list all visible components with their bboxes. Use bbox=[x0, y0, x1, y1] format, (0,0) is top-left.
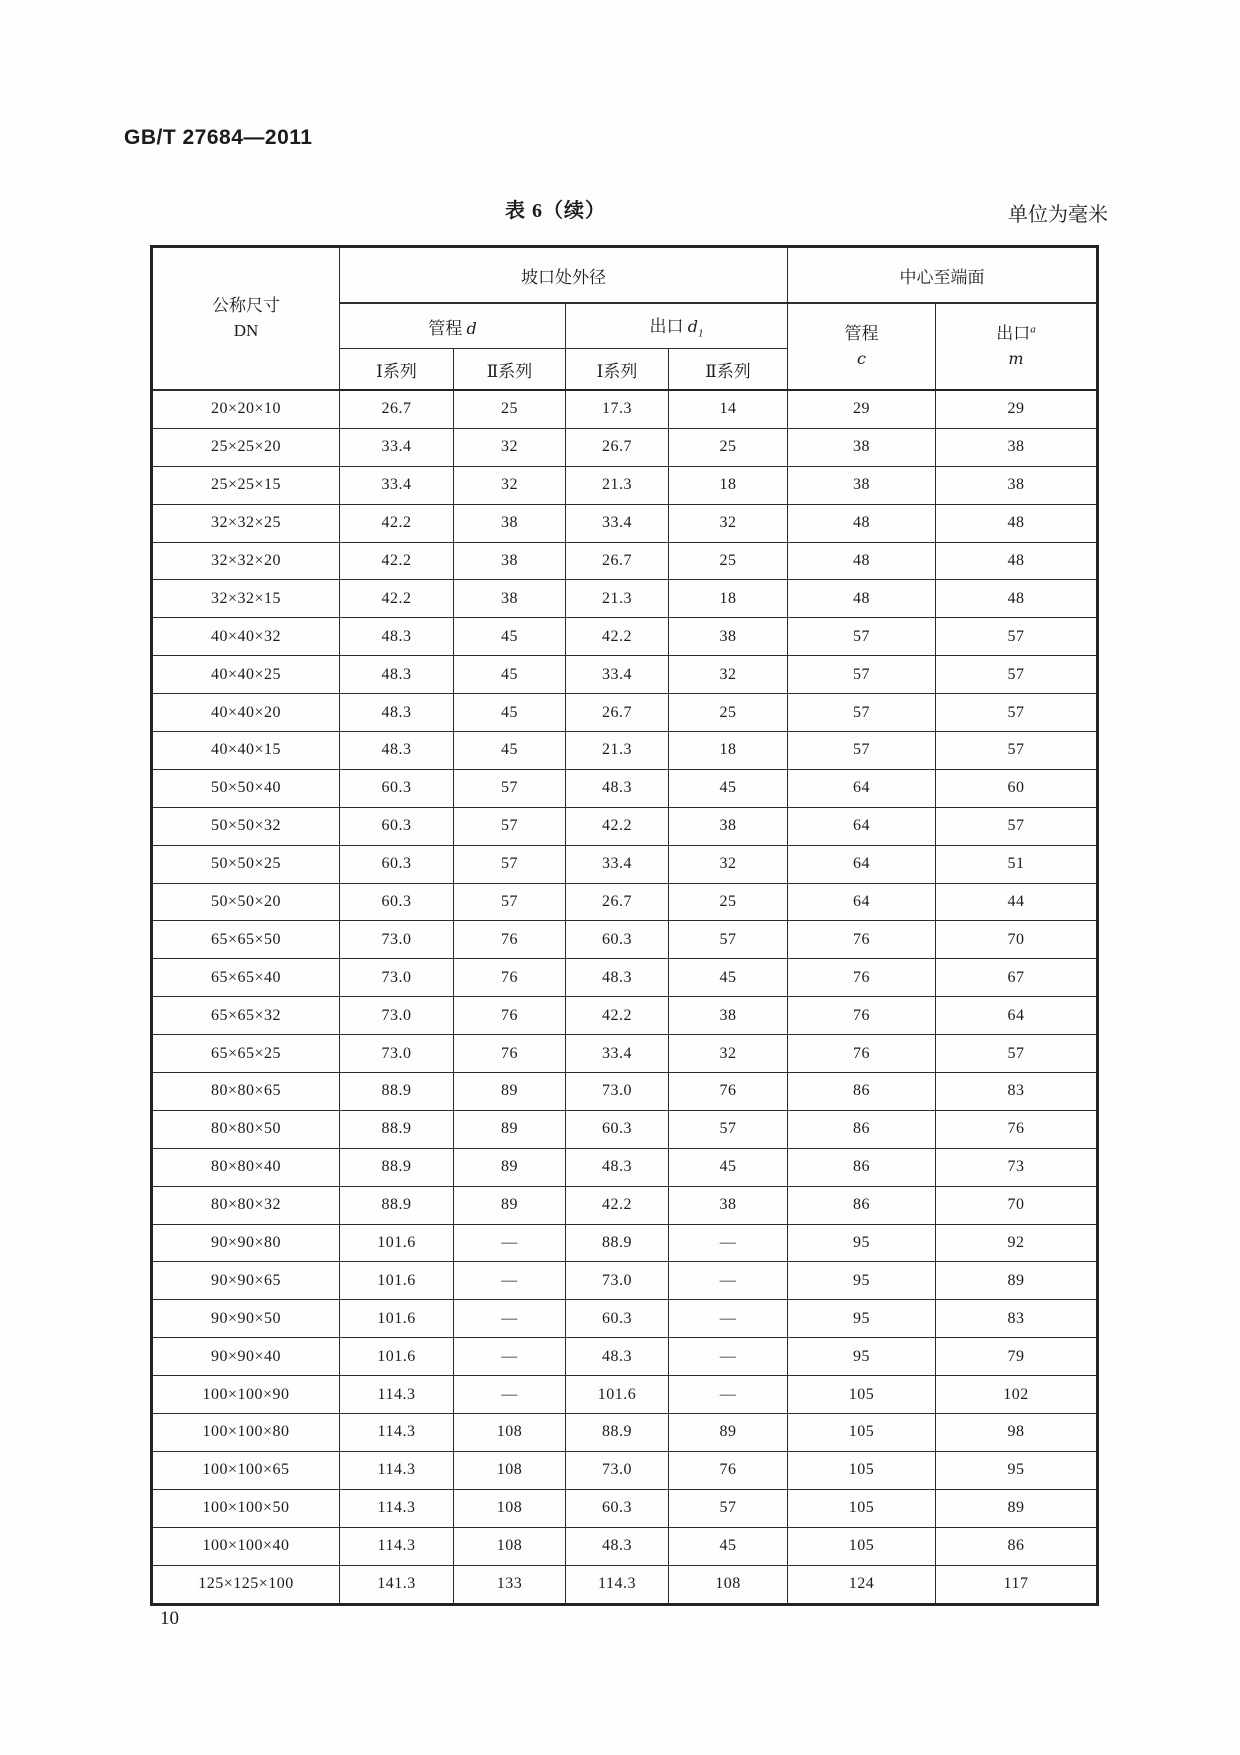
dn-cell: 80×80×32 bbox=[152, 1186, 340, 1224]
dn-sub-label: DN bbox=[233, 320, 259, 340]
value-cell: 114.3 bbox=[340, 1414, 454, 1452]
value-cell: 89 bbox=[669, 1414, 788, 1452]
value-cell: 108 bbox=[454, 1527, 566, 1565]
table-row bbox=[152, 883, 1098, 921]
value-cell: 57 bbox=[788, 694, 936, 732]
value-cell: 32 bbox=[669, 504, 788, 542]
value-cell: 89 bbox=[454, 1148, 566, 1186]
value-cell: 114.3 bbox=[566, 1565, 669, 1604]
value-cell: 95 bbox=[788, 1262, 936, 1300]
value-cell: 38 bbox=[454, 542, 566, 580]
table-body bbox=[152, 390, 1098, 1604]
value-cell: 48.3 bbox=[340, 656, 454, 694]
value-cell: 101.6 bbox=[340, 1300, 454, 1338]
value-cell: 32 bbox=[454, 428, 566, 466]
value-cell: 89 bbox=[454, 1186, 566, 1224]
value-cell: 101.6 bbox=[566, 1376, 669, 1414]
value-cell: 114.3 bbox=[340, 1376, 454, 1414]
value-cell: 86 bbox=[788, 1073, 936, 1111]
dn-cell: 80×80×50 bbox=[152, 1110, 340, 1148]
value-cell: 73.0 bbox=[566, 1073, 669, 1111]
dn-cell: 32×32×25 bbox=[152, 504, 340, 542]
value-cell: 32 bbox=[669, 1035, 788, 1073]
table-row bbox=[152, 694, 1098, 732]
value-cell: 48 bbox=[936, 580, 1098, 618]
value-cell: 76 bbox=[454, 997, 566, 1035]
col-header-series1-outlet: Ⅰ系列 bbox=[566, 349, 669, 391]
value-cell: 95 bbox=[788, 1338, 936, 1376]
value-cell: 57 bbox=[669, 1110, 788, 1148]
value-cell: 73.0 bbox=[340, 959, 454, 997]
value-cell: 117 bbox=[936, 1565, 1098, 1604]
value-cell: 60.3 bbox=[566, 921, 669, 959]
value-cell: 38 bbox=[936, 466, 1098, 504]
value-cell: 48.3 bbox=[340, 732, 454, 770]
value-cell: 76 bbox=[669, 1451, 788, 1489]
col-header-series2-outlet: Ⅱ系列 bbox=[669, 349, 788, 391]
value-cell: 108 bbox=[454, 1414, 566, 1452]
table-row bbox=[152, 1565, 1098, 1604]
table-title: 表 6（续） bbox=[505, 200, 606, 222]
value-cell: 79 bbox=[936, 1338, 1098, 1376]
dn-cell: 32×32×20 bbox=[152, 542, 340, 580]
table-row bbox=[152, 428, 1098, 466]
col-header-center-to-end: 中心至端面 bbox=[788, 247, 1098, 304]
value-cell: 88.9 bbox=[340, 1186, 454, 1224]
value-cell: 95 bbox=[788, 1300, 936, 1338]
dn-label: 公称尺寸 bbox=[212, 295, 280, 315]
value-cell: 14 bbox=[669, 390, 788, 428]
outlet-m-var: m bbox=[1008, 348, 1024, 368]
value-cell: 33.4 bbox=[340, 466, 454, 504]
dn-cell: 90×90×50 bbox=[152, 1300, 340, 1338]
value-cell: 76 bbox=[788, 997, 936, 1035]
dn-cell: 90×90×65 bbox=[152, 1262, 340, 1300]
value-cell: 67 bbox=[936, 959, 1098, 997]
value-cell: 26.7 bbox=[566, 883, 669, 921]
value-cell: 70 bbox=[936, 921, 1098, 959]
dn-cell: 125×125×100 bbox=[152, 1565, 340, 1604]
run-c-var: c bbox=[857, 348, 866, 368]
value-cell: 45 bbox=[669, 1148, 788, 1186]
value-cell: 89 bbox=[936, 1489, 1098, 1527]
value-cell: 25 bbox=[454, 390, 566, 428]
value-cell: 73.0 bbox=[340, 1035, 454, 1073]
run-d-var: d bbox=[466, 318, 477, 338]
value-cell: 57 bbox=[936, 1035, 1098, 1073]
dn-cell: 80×80×40 bbox=[152, 1148, 340, 1186]
value-cell: 101.6 bbox=[340, 1224, 454, 1262]
value-cell: 38 bbox=[669, 1186, 788, 1224]
value-cell: 73.0 bbox=[340, 921, 454, 959]
value-cell: 57 bbox=[788, 618, 936, 656]
dn-cell: 40×40×25 bbox=[152, 656, 340, 694]
value-cell: 57 bbox=[788, 656, 936, 694]
value-cell: 60 bbox=[936, 769, 1098, 807]
value-cell: 76 bbox=[788, 959, 936, 997]
value-cell: 17.3 bbox=[566, 390, 669, 428]
value-cell: 48.3 bbox=[566, 1527, 669, 1565]
value-cell: 57 bbox=[788, 732, 936, 770]
value-cell: — bbox=[669, 1376, 788, 1414]
value-cell: 88.9 bbox=[566, 1224, 669, 1262]
header-row-1 bbox=[152, 247, 1098, 304]
value-cell: 70 bbox=[936, 1186, 1098, 1224]
value-cell: 42.2 bbox=[566, 807, 669, 845]
value-cell: 86 bbox=[788, 1186, 936, 1224]
value-cell: 76 bbox=[788, 921, 936, 959]
value-cell: 48.3 bbox=[566, 1338, 669, 1376]
table-row bbox=[152, 1186, 1098, 1224]
table-row bbox=[152, 1451, 1098, 1489]
value-cell: 21.3 bbox=[566, 732, 669, 770]
value-cell: 48.3 bbox=[566, 769, 669, 807]
page-number: 10 bbox=[160, 1608, 179, 1629]
value-cell: 26.7 bbox=[566, 694, 669, 732]
value-cell: 76 bbox=[454, 959, 566, 997]
table-row bbox=[152, 921, 1098, 959]
value-cell: 57 bbox=[936, 618, 1098, 656]
value-cell: 38 bbox=[788, 428, 936, 466]
value-cell: 45 bbox=[669, 959, 788, 997]
value-cell: 25 bbox=[669, 694, 788, 732]
value-cell: 88.9 bbox=[340, 1073, 454, 1111]
value-cell: 60.3 bbox=[340, 845, 454, 883]
dn-cell: 50×50×40 bbox=[152, 769, 340, 807]
value-cell: 92 bbox=[936, 1224, 1098, 1262]
value-cell: 18 bbox=[669, 732, 788, 770]
col-header-run-d bbox=[340, 303, 566, 349]
value-cell: 45 bbox=[454, 694, 566, 732]
col-header-series2-run: Ⅱ系列 bbox=[454, 349, 566, 391]
value-cell: 26.7 bbox=[566, 428, 669, 466]
value-cell: 57 bbox=[936, 732, 1098, 770]
run-c-label: 管程 bbox=[844, 323, 879, 343]
value-cell: 60.3 bbox=[340, 883, 454, 921]
value-cell: 60.3 bbox=[566, 1489, 669, 1527]
value-cell: 21.3 bbox=[566, 466, 669, 504]
dn-cell: 25×25×15 bbox=[152, 466, 340, 504]
value-cell: 57 bbox=[936, 694, 1098, 732]
value-cell: — bbox=[454, 1376, 566, 1414]
table-row bbox=[152, 732, 1098, 770]
value-cell: 83 bbox=[936, 1300, 1098, 1338]
dn-cell: 32×32×15 bbox=[152, 580, 340, 618]
value-cell: 25 bbox=[669, 883, 788, 921]
dn-cell: 80×80×65 bbox=[152, 1073, 340, 1111]
dn-cell: 65×65×32 bbox=[152, 997, 340, 1035]
value-cell: 38 bbox=[454, 504, 566, 542]
value-cell: 51 bbox=[936, 845, 1098, 883]
value-cell: 42.2 bbox=[566, 618, 669, 656]
value-cell: 38 bbox=[454, 580, 566, 618]
value-cell: 44 bbox=[936, 883, 1098, 921]
value-cell: 57 bbox=[936, 807, 1098, 845]
value-cell: 38 bbox=[788, 466, 936, 504]
dn-cell: 65×65×25 bbox=[152, 1035, 340, 1073]
value-cell: 26.7 bbox=[340, 390, 454, 428]
value-cell: 42.2 bbox=[566, 1186, 669, 1224]
value-cell: — bbox=[669, 1262, 788, 1300]
outlet-d1-var: d bbox=[687, 317, 698, 337]
value-cell: 38 bbox=[669, 997, 788, 1035]
value-cell: 32 bbox=[669, 656, 788, 694]
value-cell: — bbox=[454, 1300, 566, 1338]
run-d-label: 管程 bbox=[428, 318, 463, 338]
value-cell: 48.3 bbox=[566, 1148, 669, 1186]
value-cell: — bbox=[669, 1224, 788, 1262]
value-cell: 64 bbox=[788, 883, 936, 921]
table-row bbox=[152, 1262, 1098, 1300]
value-cell: 73.0 bbox=[566, 1262, 669, 1300]
value-cell: 57 bbox=[454, 769, 566, 807]
dn-cell: 50×50×32 bbox=[152, 807, 340, 845]
table-row bbox=[152, 1414, 1098, 1452]
value-cell: 42.2 bbox=[340, 542, 454, 580]
value-cell: 73.0 bbox=[566, 1451, 669, 1489]
value-cell: 18 bbox=[669, 466, 788, 504]
value-cell: 57 bbox=[454, 807, 566, 845]
value-cell: 45 bbox=[669, 769, 788, 807]
value-cell: 124 bbox=[788, 1565, 936, 1604]
dimensions-table bbox=[150, 245, 1099, 1606]
value-cell: 42.2 bbox=[340, 504, 454, 542]
value-cell: 48.3 bbox=[566, 959, 669, 997]
value-cell: 48.3 bbox=[340, 694, 454, 732]
value-cell: 89 bbox=[454, 1110, 566, 1148]
value-cell: 89 bbox=[454, 1073, 566, 1111]
doc-number: GB/T 27684—2011 bbox=[124, 126, 313, 149]
outlet-d1-label: 出口 bbox=[649, 317, 684, 337]
dn-cell: 40×40×15 bbox=[152, 732, 340, 770]
value-cell: 33.4 bbox=[566, 656, 669, 694]
table-row bbox=[152, 769, 1098, 807]
value-cell: 45 bbox=[454, 656, 566, 694]
table-row bbox=[152, 1300, 1098, 1338]
value-cell: — bbox=[669, 1300, 788, 1338]
value-cell: 29 bbox=[788, 390, 936, 428]
dn-cell: 90×90×80 bbox=[152, 1224, 340, 1262]
col-header-run-c bbox=[788, 303, 936, 390]
value-cell: 26.7 bbox=[566, 542, 669, 580]
value-cell: 86 bbox=[788, 1110, 936, 1148]
value-cell: 33.4 bbox=[566, 504, 669, 542]
value-cell: 105 bbox=[788, 1414, 936, 1452]
col-header-outlet-d1 bbox=[566, 303, 788, 349]
value-cell: 64 bbox=[788, 769, 936, 807]
value-cell: 101.6 bbox=[340, 1338, 454, 1376]
table-row bbox=[152, 1376, 1098, 1414]
value-cell: 33.4 bbox=[340, 428, 454, 466]
value-cell: 114.3 bbox=[340, 1451, 454, 1489]
value-cell: 42.2 bbox=[566, 997, 669, 1035]
table-row bbox=[152, 807, 1098, 845]
value-cell: 76 bbox=[788, 1035, 936, 1073]
value-cell: 83 bbox=[936, 1073, 1098, 1111]
dn-cell: 50×50×20 bbox=[152, 883, 340, 921]
table-row bbox=[152, 504, 1098, 542]
outlet-d1-var-sub: 1 bbox=[698, 327, 704, 340]
value-cell: 45 bbox=[669, 1527, 788, 1565]
dn-cell: 50×50×25 bbox=[152, 845, 340, 883]
value-cell: 98 bbox=[936, 1414, 1098, 1452]
value-cell: 105 bbox=[788, 1376, 936, 1414]
value-cell: 48 bbox=[936, 504, 1098, 542]
value-cell: 105 bbox=[788, 1527, 936, 1565]
value-cell: 32 bbox=[669, 845, 788, 883]
value-cell: 29 bbox=[936, 390, 1098, 428]
value-cell: 141.3 bbox=[340, 1565, 454, 1604]
value-cell: 108 bbox=[669, 1565, 788, 1604]
table-row bbox=[152, 1224, 1098, 1262]
value-cell: 133 bbox=[454, 1565, 566, 1604]
value-cell: — bbox=[669, 1338, 788, 1376]
col-header-series1-run: Ⅰ系列 bbox=[340, 349, 454, 391]
table-row bbox=[152, 1338, 1098, 1376]
value-cell: 38 bbox=[936, 428, 1098, 466]
col-header-groove-od: 坡口处外径 bbox=[340, 247, 788, 304]
value-cell: — bbox=[454, 1338, 566, 1376]
dn-cell: 40×40×32 bbox=[152, 618, 340, 656]
value-cell: 48.3 bbox=[340, 618, 454, 656]
value-cell: 105 bbox=[788, 1451, 936, 1489]
unit-note: 单位为毫米 bbox=[1008, 204, 1108, 226]
table-row bbox=[152, 1035, 1098, 1073]
value-cell: 60.3 bbox=[566, 1300, 669, 1338]
outlet-m-label: 出口 bbox=[996, 323, 1031, 343]
value-cell: 114.3 bbox=[340, 1527, 454, 1565]
value-cell: 88.9 bbox=[340, 1110, 454, 1148]
value-cell: 76 bbox=[669, 1073, 788, 1111]
table-row bbox=[152, 1148, 1098, 1186]
dn-cell: 100×100×40 bbox=[152, 1527, 340, 1565]
value-cell: 73 bbox=[936, 1148, 1098, 1186]
value-cell: 38 bbox=[669, 807, 788, 845]
value-cell: 60.3 bbox=[566, 1110, 669, 1148]
dn-cell: 25×25×20 bbox=[152, 428, 340, 466]
value-cell: 95 bbox=[788, 1224, 936, 1262]
table-row bbox=[152, 580, 1098, 618]
value-cell: 89 bbox=[936, 1262, 1098, 1300]
value-cell: 48 bbox=[788, 580, 936, 618]
value-cell: 105 bbox=[788, 1489, 936, 1527]
value-cell: 64 bbox=[788, 845, 936, 883]
value-cell: 45 bbox=[454, 732, 566, 770]
table-row bbox=[152, 1489, 1098, 1527]
value-cell: 57 bbox=[454, 883, 566, 921]
value-cell: 101.6 bbox=[340, 1262, 454, 1300]
value-cell: 38 bbox=[669, 618, 788, 656]
value-cell: 57 bbox=[936, 656, 1098, 694]
table-row bbox=[152, 390, 1098, 428]
table-row bbox=[152, 466, 1098, 504]
value-cell: 86 bbox=[788, 1148, 936, 1186]
value-cell: 48 bbox=[788, 504, 936, 542]
value-cell: 60.3 bbox=[340, 769, 454, 807]
value-cell: 48 bbox=[936, 542, 1098, 580]
value-cell: 33.4 bbox=[566, 1035, 669, 1073]
table-row bbox=[152, 618, 1098, 656]
value-cell: 64 bbox=[788, 807, 936, 845]
dn-cell: 20×20×10 bbox=[152, 390, 340, 428]
table-header bbox=[152, 247, 1098, 391]
value-cell: — bbox=[454, 1224, 566, 1262]
value-cell: 76 bbox=[936, 1110, 1098, 1148]
value-cell: 48 bbox=[788, 542, 936, 580]
value-cell: 86 bbox=[936, 1527, 1098, 1565]
dn-cell: 90×90×40 bbox=[152, 1338, 340, 1376]
dn-cell: 40×40×20 bbox=[152, 694, 340, 732]
dn-cell: 65×65×40 bbox=[152, 959, 340, 997]
dn-cell: 100×100×90 bbox=[152, 1376, 340, 1414]
table-row bbox=[152, 845, 1098, 883]
value-cell: 18 bbox=[669, 580, 788, 618]
table-row bbox=[152, 1110, 1098, 1148]
table-row bbox=[152, 1073, 1098, 1111]
dn-cell: 100×100×80 bbox=[152, 1414, 340, 1452]
dn-cell: 100×100×65 bbox=[152, 1451, 340, 1489]
value-cell: 57 bbox=[669, 921, 788, 959]
value-cell: 32 bbox=[454, 466, 566, 504]
value-cell: 108 bbox=[454, 1451, 566, 1489]
value-cell: 76 bbox=[454, 1035, 566, 1073]
dn-cell: 100×100×50 bbox=[152, 1489, 340, 1527]
value-cell: 57 bbox=[454, 845, 566, 883]
dn-cell: 65×65×50 bbox=[152, 921, 340, 959]
value-cell: 25 bbox=[669, 428, 788, 466]
value-cell: 76 bbox=[454, 921, 566, 959]
value-cell: 95 bbox=[936, 1451, 1098, 1489]
outlet-m-footnote-marker: a bbox=[1030, 323, 1036, 336]
table-row bbox=[152, 542, 1098, 580]
table-row bbox=[152, 656, 1098, 694]
value-cell: 114.3 bbox=[340, 1489, 454, 1527]
value-cell: 102 bbox=[936, 1376, 1098, 1414]
value-cell: 21.3 bbox=[566, 580, 669, 618]
value-cell: 42.2 bbox=[340, 580, 454, 618]
col-header-dn bbox=[152, 247, 340, 391]
table-row bbox=[152, 959, 1098, 997]
col-header-outlet-m bbox=[936, 303, 1098, 390]
value-cell: 45 bbox=[454, 618, 566, 656]
value-cell: 73.0 bbox=[340, 997, 454, 1035]
value-cell: 88.9 bbox=[340, 1148, 454, 1186]
value-cell: 33.4 bbox=[566, 845, 669, 883]
value-cell: 25 bbox=[669, 542, 788, 580]
value-cell: 108 bbox=[454, 1489, 566, 1527]
table-row bbox=[152, 1527, 1098, 1565]
value-cell: — bbox=[454, 1262, 566, 1300]
table-row bbox=[152, 997, 1098, 1035]
value-cell: 60.3 bbox=[340, 807, 454, 845]
value-cell: 64 bbox=[936, 997, 1098, 1035]
value-cell: 88.9 bbox=[566, 1414, 669, 1452]
value-cell: 57 bbox=[669, 1489, 788, 1527]
